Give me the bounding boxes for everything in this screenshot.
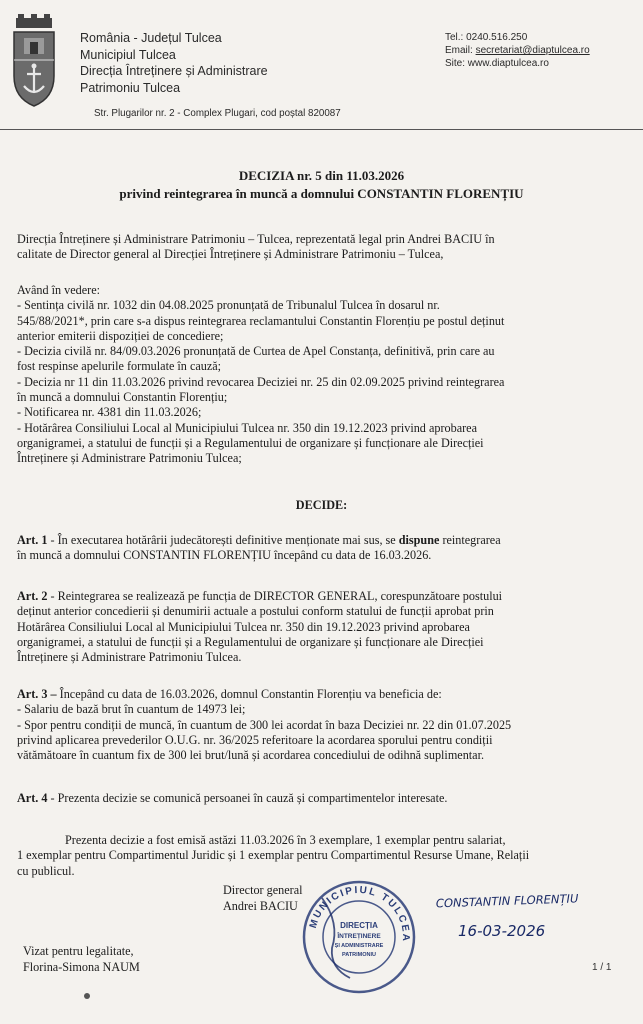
director-signature-block xyxy=(223,882,303,914)
header-line: România - Județul Tulcea xyxy=(80,31,222,45)
site-link[interactable]: www.diaptulcea.ro xyxy=(467,58,549,69)
svg-text:ÎNTREȚINERE: ÎNTREȚINERE xyxy=(337,933,381,940)
address-line: Str. Plugarilor nr. 2 - Complex Plugari, cod poștal 820087 xyxy=(94,108,341,119)
visa-title: Vizat pentru legalitate, xyxy=(23,944,134,958)
site-line: Site: www.diaptulcea.ro xyxy=(445,58,549,69)
header-divider xyxy=(0,129,643,130)
svg-text:PATRIMONIU: PATRIMONIU xyxy=(341,952,377,958)
article-1: Art. 1 - În executarea hotărârii judecătorești definitive menționate mai sus, se dispune reintegrarea în muncă a domnului CONSTANTIN FLORENȚIU începând cu data de 16.03.2026. xyxy=(17,533,501,563)
article-4: Art. 4 - Prezenta decizie se comunică persoanei în cauză și compartimentelor interesate. xyxy=(17,791,448,805)
email-line: Email: secretariat@diaptulcea.ro xyxy=(445,45,590,56)
title-subject: privind reintegrarea în muncă a domnului CONSTANTIN FLORENȚIU xyxy=(119,186,524,201)
header-line: Municipiul Tulcea xyxy=(80,47,176,62)
legality-visa-block xyxy=(23,943,140,975)
intro-paragraph: Direcția Întreținere și Administrare Patrimoniu – Tulcea, reprezentată legal prin Andrei BACIU în calitate de Director general al Direcției Întreținere și Administrare Patrimoniu – Tulcea, xyxy=(17,232,495,262)
director-name: Andrei BACIU xyxy=(223,899,298,913)
tulcea-coat-of-arms-icon xyxy=(10,14,58,110)
title-line: DECIZIA nr. 5 din 11.03.2026 xyxy=(238,168,405,183)
phone-line: Tel.: 0240.516.250 xyxy=(445,32,528,43)
contact-block xyxy=(445,31,590,70)
svg-text:DIRECȚIA: DIRECȚIA xyxy=(340,921,378,930)
page-number: 1 / 1 xyxy=(592,962,612,973)
header-line: Direcția Întreținere și Administrare xyxy=(80,64,268,78)
svg-text:CONSTANTIN FLORENȚIU: CONSTANTIN FLORENȚIU xyxy=(435,891,579,911)
decision-title xyxy=(0,167,643,203)
decide-heading: DECIDE: xyxy=(295,498,348,512)
article-2: Art. 2 - Reintegrarea se realizează pe funcția de DIRECTOR GENERAL, corespunzătoare postului deținut anterior concedierii și denumirii actuale a postului conform statului de funcții aprobat prin Hotărârea Consiliului Local al Municipiului Tulcea nr. 350 din 19.12.2023 privind aprobarea organigramei, a statului de funcții și a Regulamentului de organizare și funcționare ale Direcției Întreținere și Administrare Patrimoniu Tulcea. xyxy=(17,589,503,665)
institution-header xyxy=(80,30,268,96)
svg-text:16-03-2026: 16-03-2026 xyxy=(458,922,546,940)
visa-name: Florina-Simona NAUM xyxy=(23,960,140,974)
handwritten-acknowledgement xyxy=(432,880,632,950)
director-title: Director general xyxy=(223,883,303,897)
email-link[interactable]: secretariat@diaptulcea.ro xyxy=(475,45,590,56)
ink-dot xyxy=(84,993,90,999)
header-line: Patrimoniu Tulcea xyxy=(80,80,181,95)
svg-text:ȘI ADMINISTRARE: ȘI ADMINISTRARE xyxy=(334,943,384,949)
svg-text:MUNICIPIUL TULCEA: MUNICIPIUL TULCEA xyxy=(307,884,412,944)
official-stamp-icon xyxy=(300,878,418,996)
closing-paragraph: Prezenta decizie a fost emisă astăzi 11.03.2026 în 3 exemplare, 1 exemplar pentru salariat, 1 exemplar pentru Compartimentul Juridic și 1 exemplar pentru Compartimentul Resurse Umane, Relații cu publicul. xyxy=(17,833,530,878)
article-3: Art. 3 – Începând cu data de 16.03.2026, domnul Constantin Florențiu va beneficia de: - Salariu de bază brut în cuantum de 14973 lei; - Spor pentru condiții de muncă, în cuantum de 300 lei acordat în baza Deciziei nr. 22 din 01.07.2025 privind aplicarea prevederilor O.U.G. nr. 36/2025 referitoare la acordarea sporului pentru condiții vătămătoare în cuantum fix de 300 lei brut/lună și acordarea concediului de odihnă suplimentar. xyxy=(17,687,512,763)
considerents-list: Având în vedere: - Sentința civilă nr. 1032 din 04.08.2025 pronunțată de Tribunalul Tulcea în dosarul nr. 545/88/2021*, prin care s-a dispus reintegrarea reclamantului Constantin Florențiu pe postul deținut anterior emiterii dispoziției de concediere; - Decizia civilă nr. 84/09.03.2026 pronunțată de Curtea de Apel Constanța, definitivă, prin care au fost respinse apelurile formulate în cauză; - Decizia nr 11 din 11.03.2026 privind revocarea Deciziei nr. 25 din 02.09.2025 privind reintegrarea în muncă a domnului Constantin Florențiu; - Notificarea nr. 4381 din 11.03.2026; - Hotărârea Consiliului Local al Municipiului Tulcea nr. 350 din 19.12.2023 privind aprobarea organigramei, a statului de funcții și a Regulamentului de organizare și funcționare ale Direcției Întreținere și Administrare Patrimoniu Tulcea; xyxy=(17,283,505,466)
